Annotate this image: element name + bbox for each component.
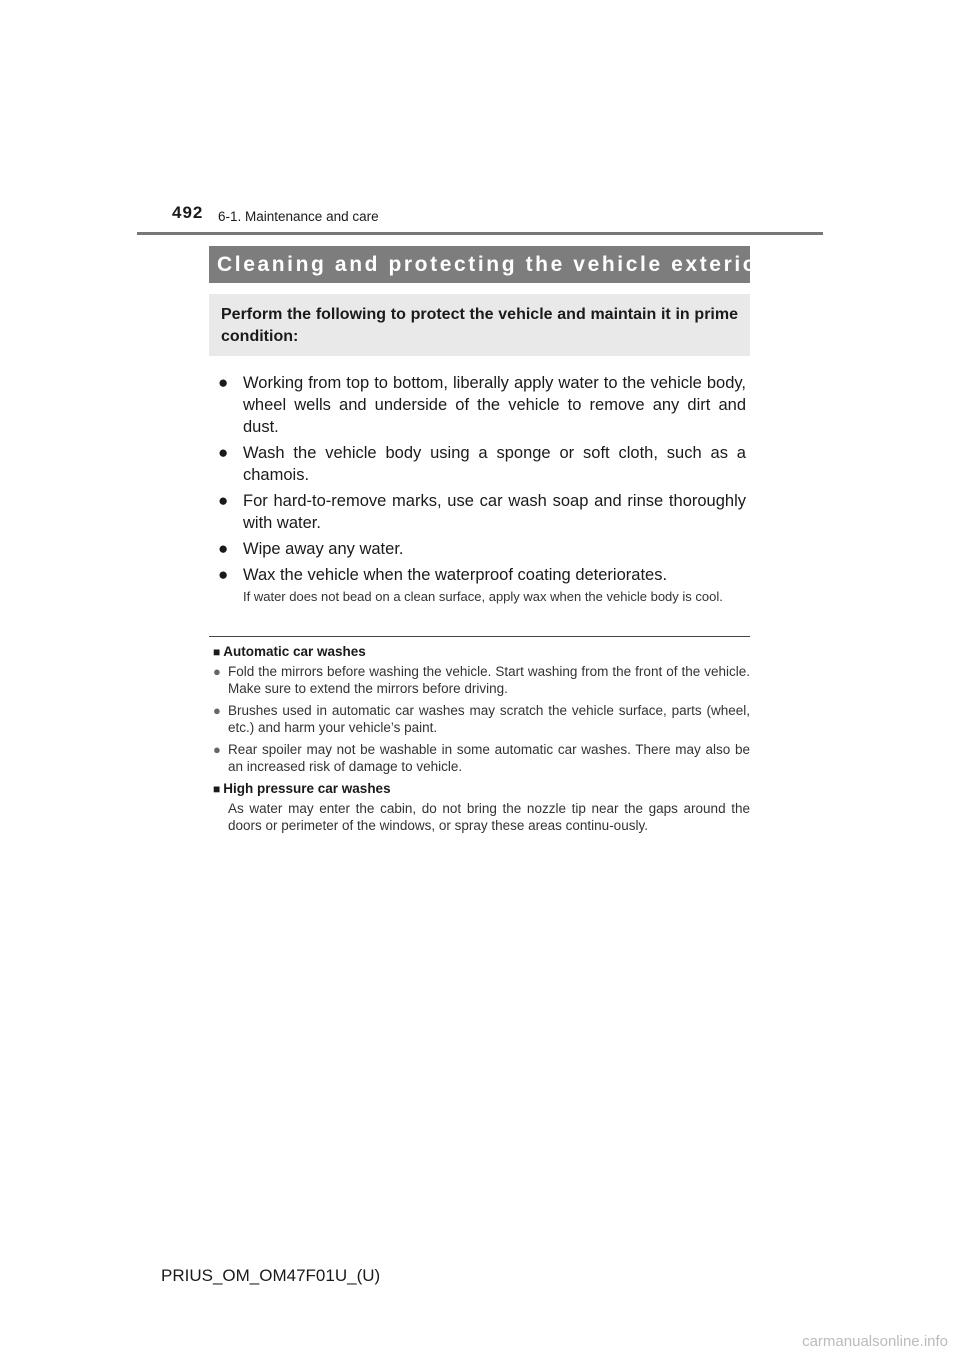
wax-note: If water does not bead on a clean surface, apply wax when the vehicle body is cool. [243,589,723,604]
note-text: Rear spoiler may not be washable in some automatic car washes. There may also be an increased risk of damage to vehicle. [228,742,750,774]
step-text: Wax the vehicle when the waterproof coating deteriorates. [243,566,668,584]
step-text: For hard-to-remove marks, use car wash soap and rinse thoroughly with water. [243,492,746,532]
list-item [218,564,746,586]
list-item [213,663,750,697]
page-number: 492 [172,203,204,222]
watermark: carmanualsonline.info [802,1333,948,1350]
step-text: Wipe away any water. [243,540,404,558]
square-bullet-icon: ■ [213,645,221,659]
bullet-icon: ● [213,742,221,757]
note-text: Fold the mirrors before washing the vehicle. Start washing from the front of the vehicle. Make sure to extend the mirrors before driving. [228,664,750,696]
bullet-icon: ● [218,565,229,584]
auto-wash-heading [213,643,750,661]
high-pressure-heading-text: High pressure car washes [223,781,391,796]
bullet-icon: ● [218,539,229,558]
page-title: Cleaning and protecting the vehicle exterior [209,246,750,283]
bullet-icon: ● [218,491,229,510]
section-label: 6-1. Maintenance and care [218,209,379,224]
list-item [218,538,746,560]
square-bullet-icon: ■ [213,782,221,796]
step-text: Wash the vehicle body using a sponge or soft cloth, such as a chamois. [243,444,746,484]
note-text: Brushes used in automatic car washes may scratch the vehicle surface, parts (wheel, etc.) and harm your vehicle’s paint. [228,703,750,735]
list-item [213,702,750,736]
list-item [218,442,746,486]
bullet-icon: ● [213,703,221,718]
list-item [213,741,750,775]
auto-wash-heading-text: Automatic car washes [223,644,366,659]
cleaning-steps-list [218,372,746,590]
intro-box: Perform the following to protect the vehicle and maintain it in prime condition: [209,294,750,356]
notes-divider [209,636,750,637]
bullet-icon: ● [213,664,221,679]
bullet-icon: ● [218,373,229,392]
header-divider [137,232,823,235]
list-item [218,372,746,438]
list-item [218,490,746,534]
step-text: Working from top to bottom, liberally apply water to the vehicle body, wheel wells and underside of the vehicle to remove any dirt and dust. [243,374,746,436]
bullet-icon: ● [218,443,229,462]
document-id: PRIUS_OM_OM47F01U_(U) [161,1266,381,1285]
notes-section [213,643,750,834]
high-pressure-heading [213,780,750,798]
high-pressure-text: As water may enter the cabin, do not bring the nozzle tip near the gaps around the doors or perimeter of the windows, or spray these areas continu-ously. [228,801,750,833]
